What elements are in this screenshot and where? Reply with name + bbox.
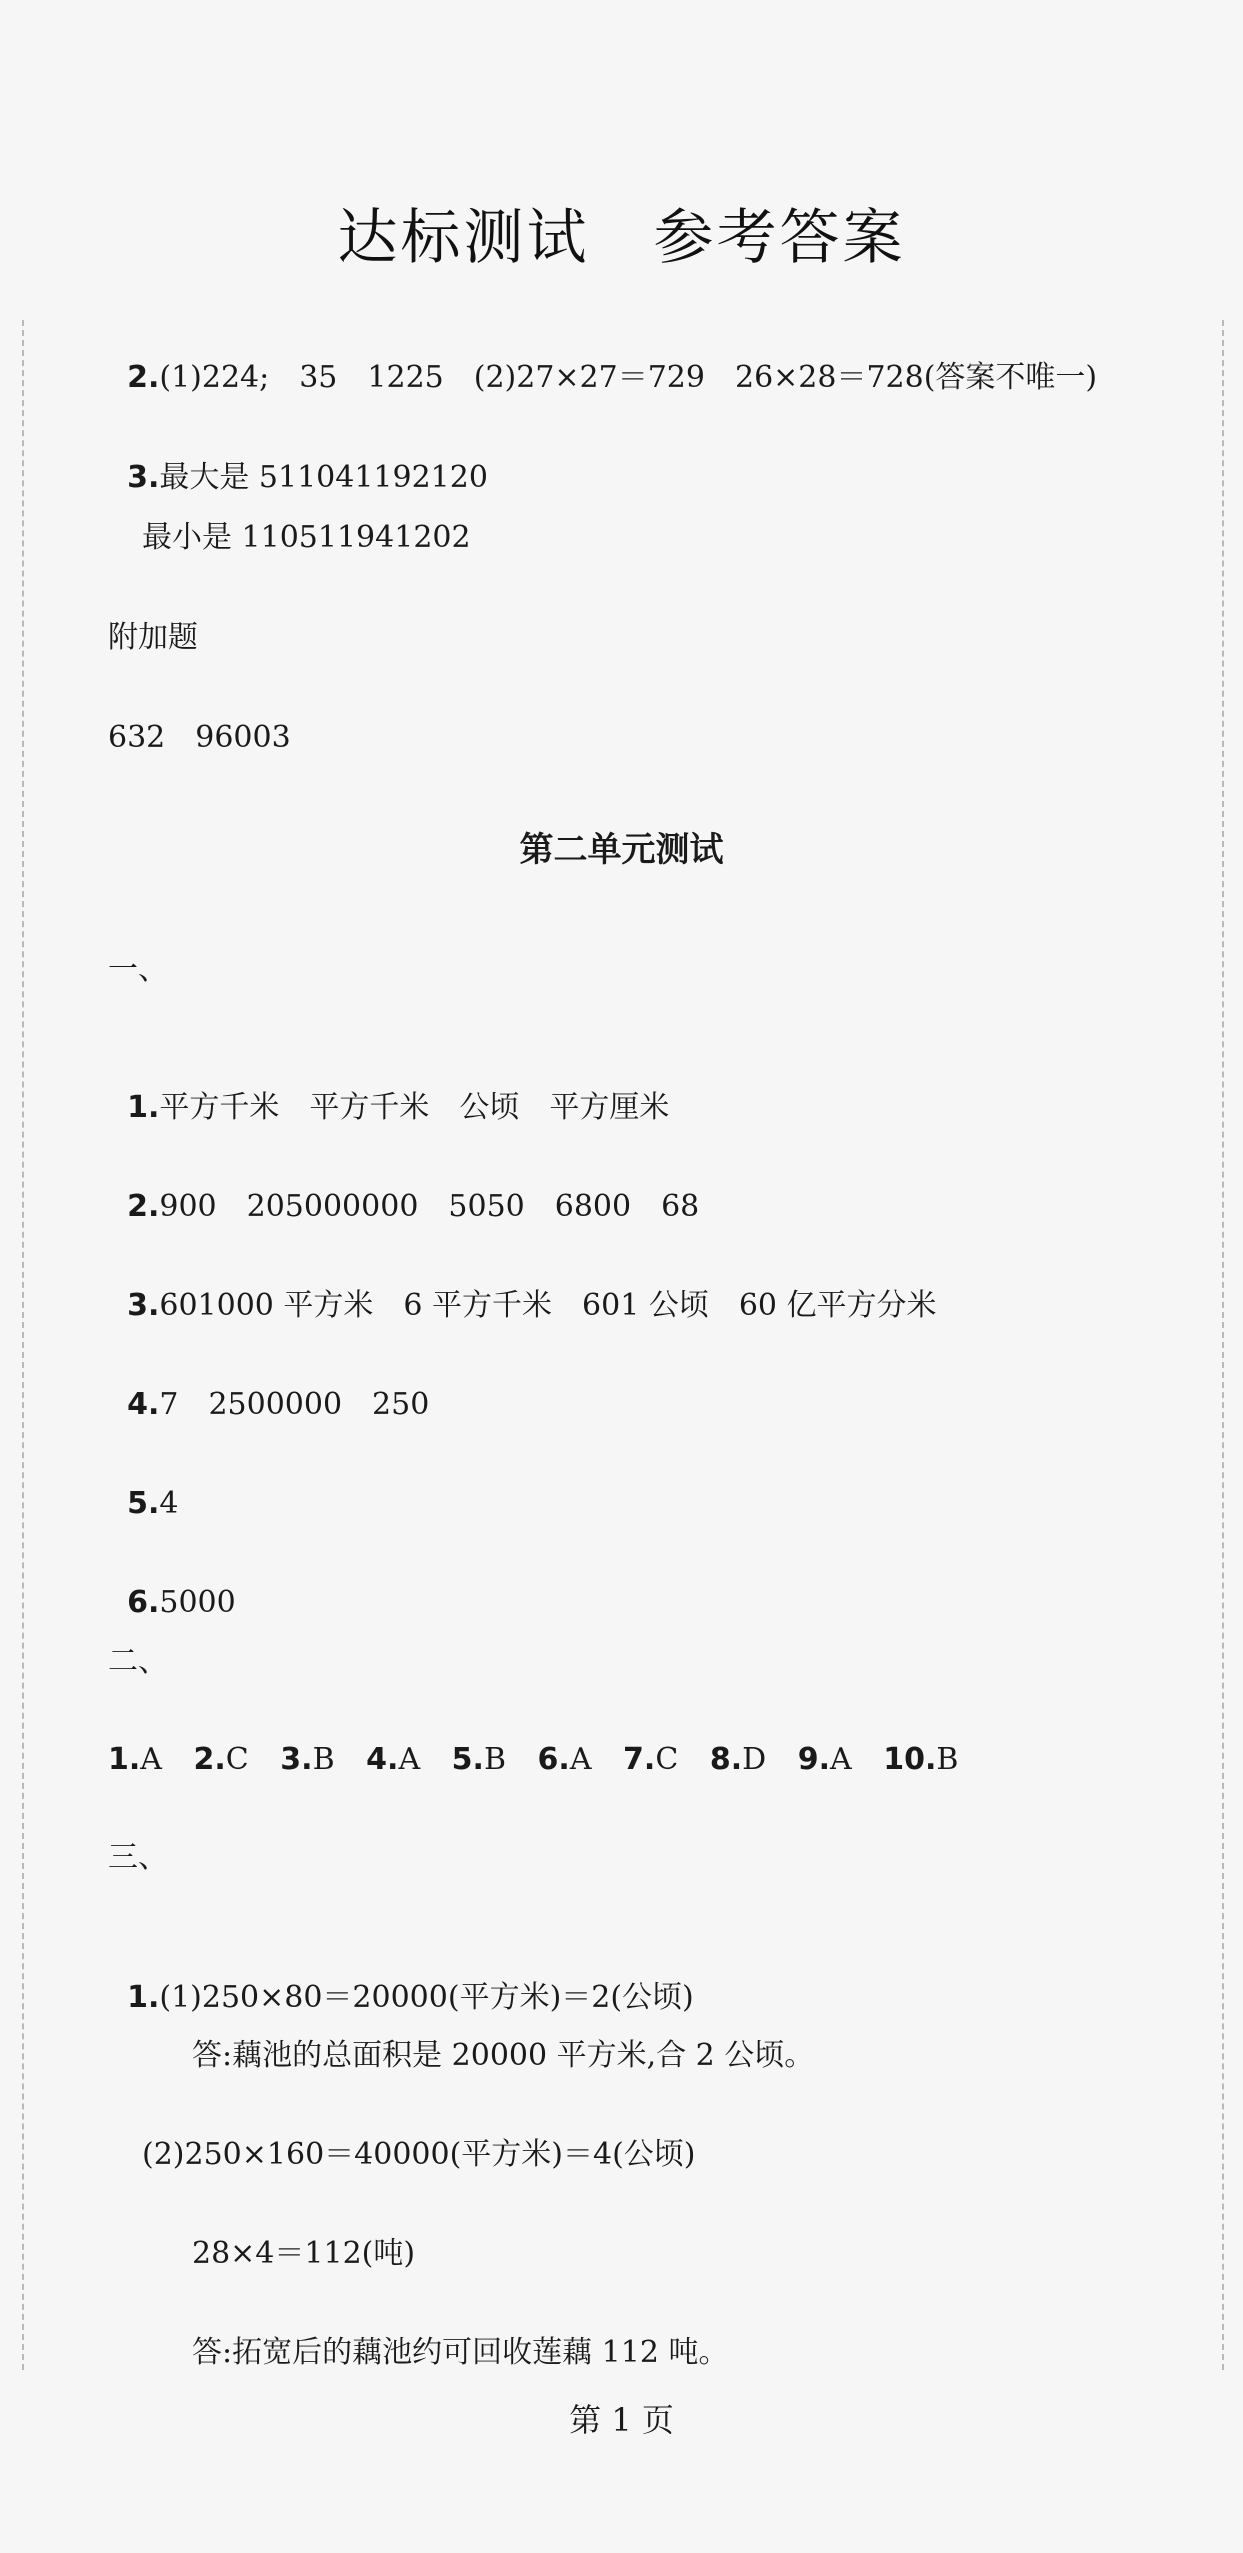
choice-item	[538, 1740, 592, 1780]
page-title-left: 达标测试	[337, 203, 590, 273]
answer-q3	[108, 418, 488, 498]
question-number: 9.	[797, 1742, 831, 1777]
question-number: 1.	[127, 1090, 160, 1125]
choice-item	[623, 1740, 678, 1780]
question-number: 10.	[883, 1742, 937, 1777]
question-number: 3.	[280, 1742, 313, 1777]
unit2-heading: 第二单元测试	[519, 830, 724, 870]
part1-answer	[108, 1345, 429, 1425]
part1-answer	[108, 1147, 699, 1227]
choice-answer: A	[569, 1742, 592, 1777]
part1-answer	[108, 1444, 178, 1524]
choice-answer: B	[312, 1742, 335, 1777]
question-number: 1.	[108, 1742, 141, 1777]
part1-answer	[108, 1048, 669, 1128]
choice-answer: C	[655, 1742, 679, 1777]
page-title-right: 参考答案	[653, 203, 906, 273]
answer-text: 4	[159, 1486, 179, 1521]
answer-text: 5000	[159, 1585, 236, 1620]
question-number: 8.	[709, 1742, 743, 1777]
choice-item	[798, 1740, 852, 1780]
part3-q1-answer2: 答:拓宽后的藕池约可回收莲藕 112 吨。	[192, 2335, 729, 2370]
question-number: 5.	[451, 1742, 484, 1777]
part3-q1-line3: 28×4＝112(吨)	[192, 2236, 416, 2271]
part2-label: 二、	[108, 1644, 168, 1679]
question-number: 2.	[127, 360, 160, 395]
multiple-choice-answers	[108, 1740, 980, 1780]
choice-item	[883, 1740, 958, 1780]
question-number: 6.	[127, 1585, 160, 1620]
choice-item	[194, 1740, 249, 1780]
choice-item	[366, 1740, 420, 1780]
choice-answer: C	[225, 1742, 249, 1777]
question-number: 4.	[127, 1387, 160, 1422]
extra-question-answer: 632 96003	[108, 720, 291, 755]
question-number: 3.	[127, 1288, 160, 1323]
part3-q1-answer1: 答:藕池的总面积是 20000 平方米,合 2 公顷。	[192, 2038, 815, 2073]
choice-answer: A	[398, 1742, 421, 1777]
choice-answer: B	[483, 1742, 506, 1777]
answer-text: 最大是 511041192120	[159, 460, 488, 495]
question-number: 3.	[127, 460, 160, 495]
question-number: 6.	[537, 1742, 570, 1777]
part1-label: 一、	[108, 952, 168, 987]
part3-q1-line1	[108, 1938, 694, 2018]
answer-q3-min: 最小是 110511941202	[142, 520, 471, 555]
choice-answer: A	[140, 1742, 162, 1777]
part3-label: 三、	[108, 1840, 168, 1875]
answer-q2	[108, 318, 1097, 398]
answer-text: (1)250×80＝20000(平方米)＝2(公顷)	[159, 1980, 694, 2015]
left-dashed-margin	[22, 320, 24, 2370]
choice-item	[710, 1740, 766, 1780]
extra-question-title: 附加题	[108, 620, 198, 655]
choice-answer: D	[742, 1742, 767, 1777]
choice-item	[452, 1740, 506, 1780]
choice-answer: A	[830, 1742, 852, 1777]
page-title	[0, 190, 1243, 276]
question-number: 2.	[127, 1189, 160, 1224]
answer-text: 平方千米 平方千米 公顷 平方厘米	[159, 1090, 670, 1125]
choice-item	[108, 1740, 162, 1780]
part1-answer	[108, 1246, 937, 1326]
page-number: 第 1 页	[569, 2401, 674, 2439]
question-number: 5.	[127, 1486, 160, 1521]
question-number: 2.	[193, 1742, 226, 1777]
question-number: 1.	[127, 1980, 160, 2015]
answer-text: 7 2500000 250	[159, 1387, 430, 1422]
answer-text: 900 205000000 5050 6800 68	[159, 1189, 700, 1224]
question-number: 4.	[366, 1742, 399, 1777]
choice-item	[280, 1740, 334, 1780]
part3-q1-line2: (2)250×160＝40000(平方米)＝4(公顷)	[142, 2137, 696, 2172]
right-dashed-margin	[1222, 320, 1224, 2370]
part1-answer	[108, 1543, 236, 1623]
answer-text: 601000 平方米 6 平方千米 601 公顷 60 亿平方分米	[159, 1288, 937, 1323]
choice-answer: B	[936, 1742, 959, 1777]
answer-text: (1)224; 35 1225 (2)27×27＝729 26×28＝728(答案不唯一)	[159, 360, 1098, 395]
question-number: 7.	[623, 1742, 656, 1777]
